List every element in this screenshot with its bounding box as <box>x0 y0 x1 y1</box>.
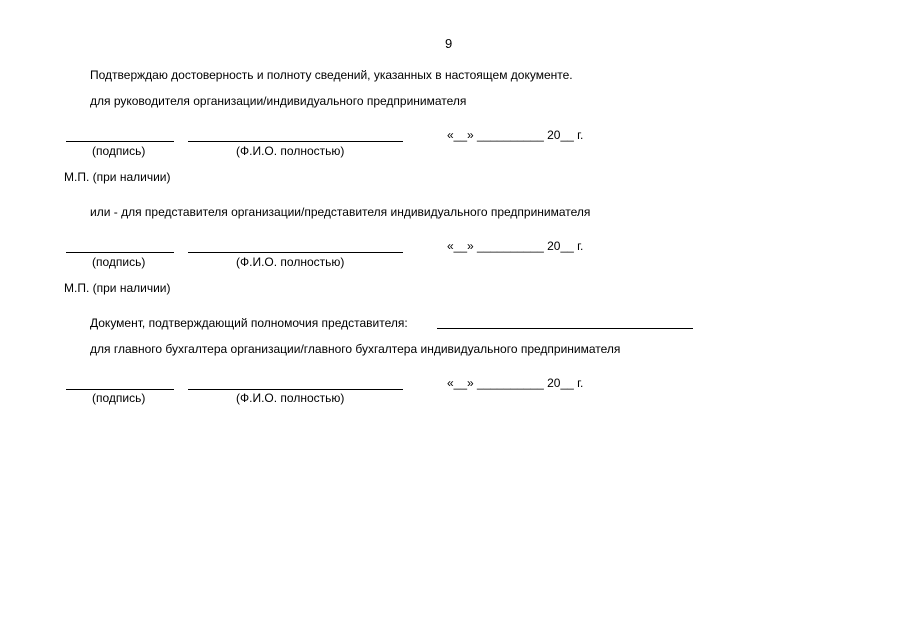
head-signature-line <box>66 141 174 142</box>
authority-document-label: Документ, подтверждающий полномочия представителя: <box>90 316 408 330</box>
head-date-field: «__» __________ 20__ г. <box>447 128 584 142</box>
page-number: 9 <box>445 36 453 51</box>
representative-signature-label: (подпись) <box>92 255 146 269</box>
confirmation-text: Подтверждаю достоверность и полноту сведений, указанных в настоящем документе. <box>90 68 573 82</box>
head-section-title: для руководителя организации/индивидуального предпринимателя <box>90 94 467 108</box>
representative-name-label: (Ф.И.О. полностью) <box>236 255 345 269</box>
head-name-line <box>188 141 403 142</box>
accountant-section-title: для главного бухгалтера организации/главного бухгалтера индивидуального предпринимателя <box>90 342 621 356</box>
head-stamp-label: М.П. (при наличии) <box>64 170 171 184</box>
accountant-date-field: «__» __________ 20__ г. <box>447 376 584 390</box>
representative-section-title: или - для представителя организации/представителя индивидуального предпринимателя <box>90 205 591 219</box>
accountant-name-line <box>188 389 403 390</box>
representative-stamp-label: М.П. (при наличии) <box>64 281 171 295</box>
representative-signature-line <box>66 252 174 253</box>
head-signature-label: (подпись) <box>92 144 146 158</box>
representative-date-field: «__» __________ 20__ г. <box>447 239 584 253</box>
accountant-signature-label: (подпись) <box>92 391 146 405</box>
authority-document-line <box>437 328 693 329</box>
representative-name-line <box>188 252 403 253</box>
accountant-name-label: (Ф.И.О. полностью) <box>236 391 345 405</box>
accountant-signature-line <box>66 389 174 390</box>
head-name-label: (Ф.И.О. полностью) <box>236 144 345 158</box>
